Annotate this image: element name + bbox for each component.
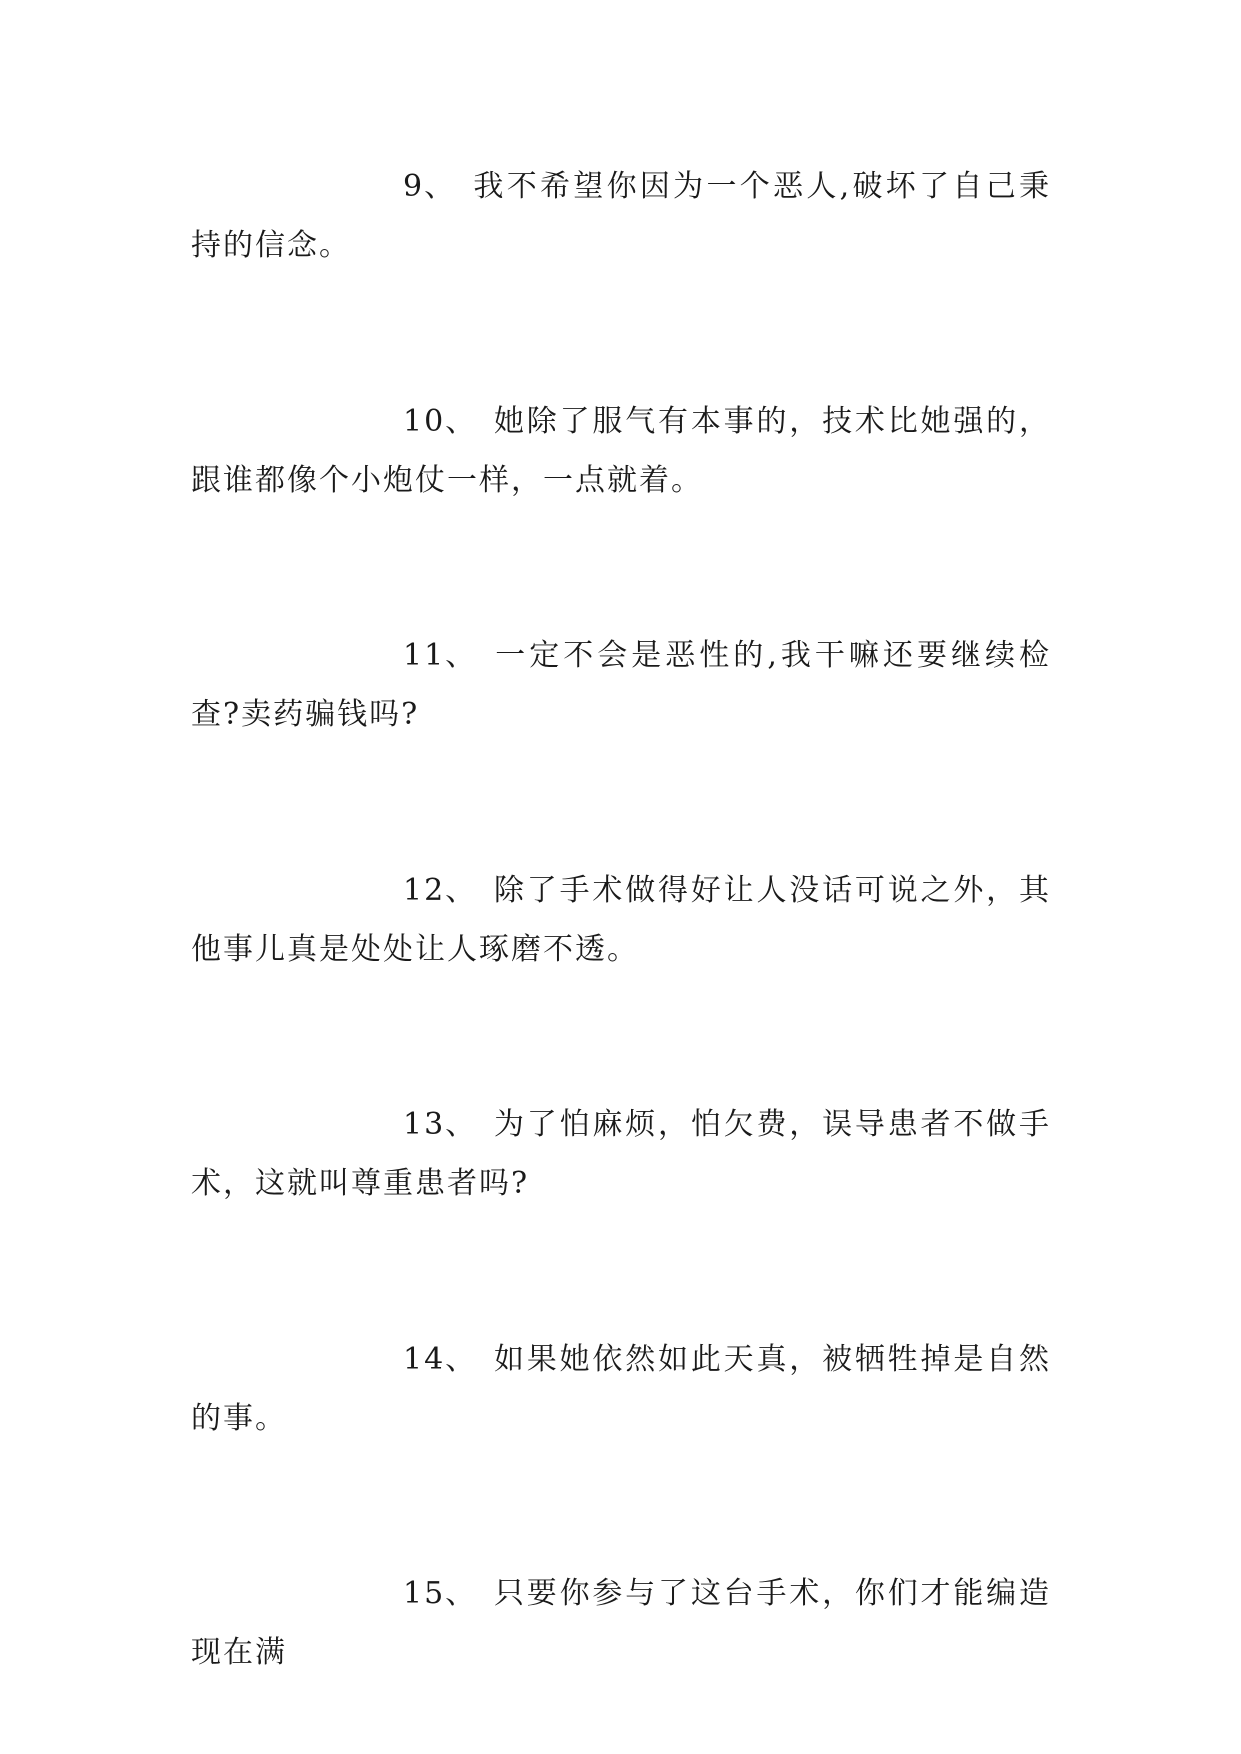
list-item bbox=[191, 1095, 1051, 1213]
item-number: 12、 bbox=[403, 873, 478, 908]
item-text: 为了怕麻烦，怕欠费，误导患者不做手术，这就叫尊重患者吗? bbox=[191, 1107, 1051, 1201]
list-item bbox=[191, 1564, 1051, 1682]
list-item bbox=[191, 157, 1051, 275]
item-number: 14、 bbox=[403, 1342, 478, 1377]
item-text: 如果她依然如此天真，被牺牲掉是自然的事。 bbox=[191, 1342, 1051, 1436]
item-number: 13、 bbox=[403, 1107, 478, 1142]
item-number: 11、 bbox=[403, 638, 478, 673]
item-text: 只要你参与了这台手术，你们才能编造现在满 bbox=[191, 1576, 1051, 1670]
list-item bbox=[191, 1330, 1051, 1448]
item-number: 15、 bbox=[403, 1576, 478, 1611]
list-item bbox=[191, 861, 1051, 979]
item-text: 一定不会是恶性的,我干嘛还要继续检查?卖药骗钱吗? bbox=[191, 638, 1051, 732]
item-text: 除了手术做得好让人没话可说之外，其他事儿真是处处让人琢磨不透。 bbox=[191, 873, 1051, 967]
item-number: 10、 bbox=[403, 404, 478, 439]
item-text: 她除了服气有本事的，技术比她强的，跟谁都像个小炮仗一样，一点就着。 bbox=[191, 404, 1051, 498]
item-number: 9、 bbox=[403, 169, 457, 204]
list-item bbox=[191, 626, 1051, 744]
item-text: 我不希望你因为一个恶人,破坏了自己秉持的信念。 bbox=[191, 169, 1051, 263]
list-item bbox=[191, 392, 1051, 510]
